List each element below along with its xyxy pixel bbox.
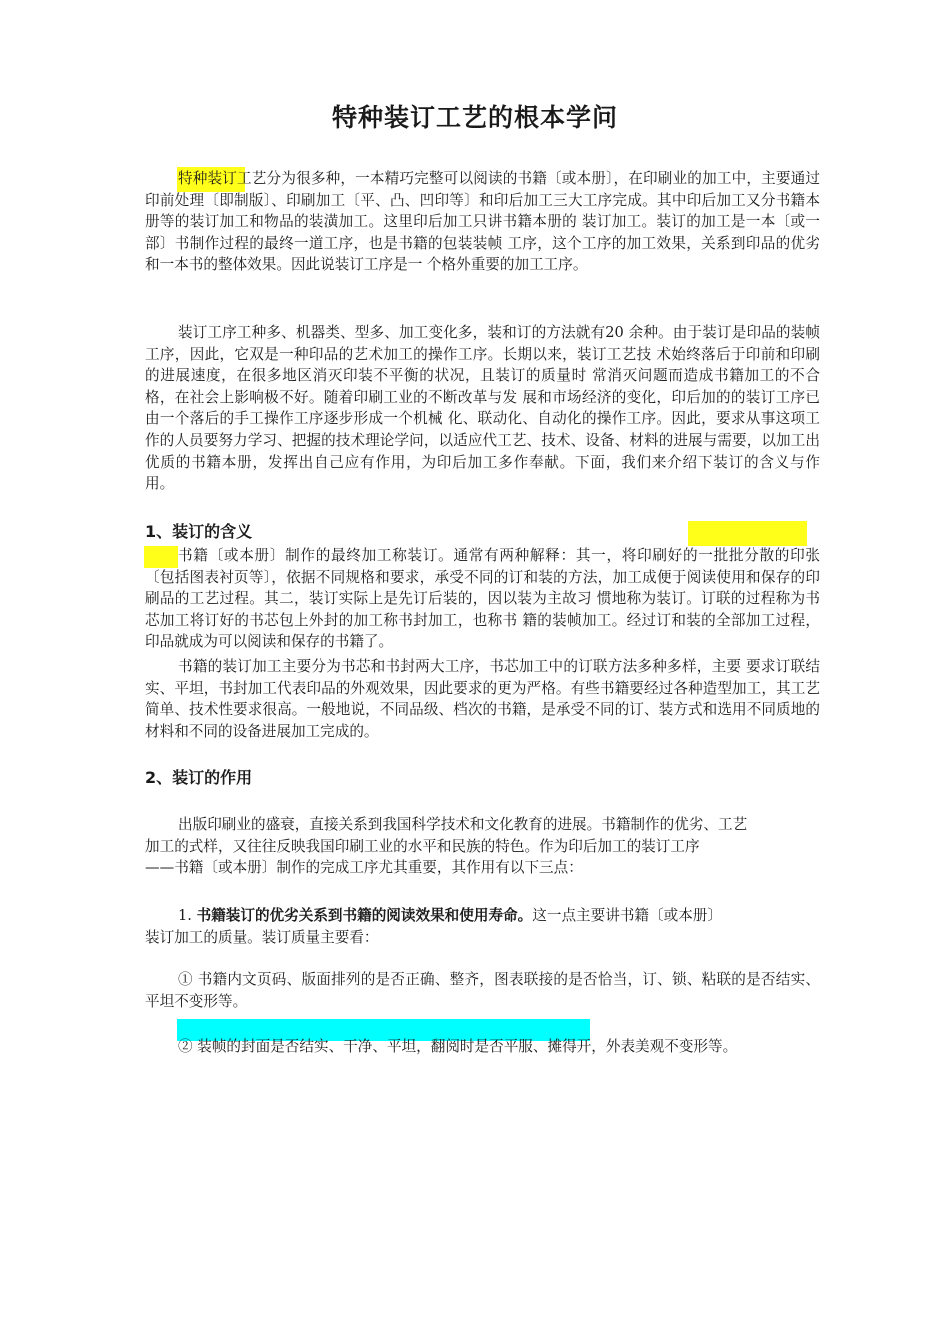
- page-title: 特种装订工艺的根本学问: [331, 103, 618, 132]
- sub-item-1: ① 书籍内文页码、版面排列的是否正确、整齐，图表联接的是否恰当，订、锁、粘联的是否结实、平坦不变形等。: [145, 971, 820, 1010]
- text-line: 装订加工的质量。装订质量主要看：: [145, 928, 379, 946]
- list-item-emphasis: 书籍装订的优劣关系到书籍的阅读效果和使用寿命。: [196, 907, 533, 924]
- list-item-1: [145, 905, 820, 948]
- list-item-first-line: [145, 905, 820, 927]
- text-line: 出版印刷业的盛衰，直接关系到我国科学技术和文化教育的进展。书籍制作的优劣、工艺: [178, 816, 748, 833]
- list-number: 1.: [178, 907, 192, 924]
- section1-paragraph-2: 书籍的装订加工主要分为书芯和书封两大工序，书芯加工中的订联方法多种多样，主要 要求订联结实、平坦，书封加工代表印品的外观效果，因此要求的更为严格。有些书籍要经过各种造型加工，其工艺简单、技术性要求很高。一般地说，不同品级、档次的书籍，是承受不同的订、装方式和选用不同质地的材料和不同的设备进展加工完成的。: [145, 658, 820, 740]
- intro-paragraph-1: 特种装订工艺分为很多种，一本精巧完整可以阅读的书籍〔或本册〕，在印刷业的加工中，主要通过印前处理〔即制版〕、印刷加工〔平、凸、凹印等〕和印后加工三大工序完成。其中印后加工又分书籍本册等的装订加工和物品的装潢加工。这里印后加工只讲书籍本册的 装订加工。装订的加工是一本〔或一部〕书制作过程的最终一道工序，也是书籍的包装装帧 工序，这个工序的加工效果，关系到印品的优劣和一本书的整体效果。因此说装订工序是一 个格外重要的加工工序。: [145, 170, 820, 274]
- intro-paragraph-2: 装订工序工种多、机器类、型多、加工变化多，装和订的方法就有20 余种。由于装订是印品的装帧工序，因此，它双是一种印品的艺术加工的操作工序。长期以来，装订工艺技 术始终落后于印前和印刷的进展速度，在很多地区消灭印装不平衡的状况，且装订的质量时 常消灭问题而造成书籍加工的不合格，在社会上影响极不好。随着印刷工业的不断改革与发 展和市场经济的变化，印后加的的装订工序已由一个落后的手工操作工序逐步形成一个机械 化、联动化、自动化的操作工序。因此，要求从事这项工作的人员要努力学习、把握的技术理论学问，以适应代工艺、技术、设备、材料的进展与需要，以加工出优质的书籍本册，发挥出自己应有作用，为印后加工多作奉献。下面，我们来介绍下装订的含义与作 用。: [145, 324, 820, 493]
- sub-item-2: ② 装帧的封面是否结实、干净、平坦，翻阅时是否平服、摊得开，外表美观不变形等。: [178, 1038, 738, 1055]
- section1-paragraph-1: 书籍〔或本册〕制作的最终加工称装订。通常有两种解释：其一，将印刷好的一批批分散的印张〔包括图表衬页等〕，依据不同规格和要求，承受不同的订和装的方法，加工成便于阅读使用和保存的印刷品的工艺过程。其二，装订实际上是先订后装的，因以装为主故习 惯地称为装订。订联的过程称为书芯加工将订好的书芯包上外封的加工称书封加工，也称书 籍的装帧加工。经过订和装的全部加工过程，印品就成为可以阅读和保存的书籍了。: [145, 547, 820, 651]
- section-heading-2: 2、装订的作用: [145, 768, 253, 787]
- section-heading-1: 1、装订的含义: [145, 522, 253, 541]
- list-item-text: 这一点主要讲书籍〔或本册〕: [532, 907, 722, 924]
- highlight-mark: [688, 521, 807, 546]
- section2-paragraph-1: [145, 814, 820, 879]
- text-line: 加工的式样，又往往反映我国印刷工业的水平和民族的特色。作为印后加工的装订工序: [145, 837, 700, 855]
- text-line: ——书籍〔或本册〕制作的完成工序尤其重要，其作用有以下三点：: [145, 859, 583, 877]
